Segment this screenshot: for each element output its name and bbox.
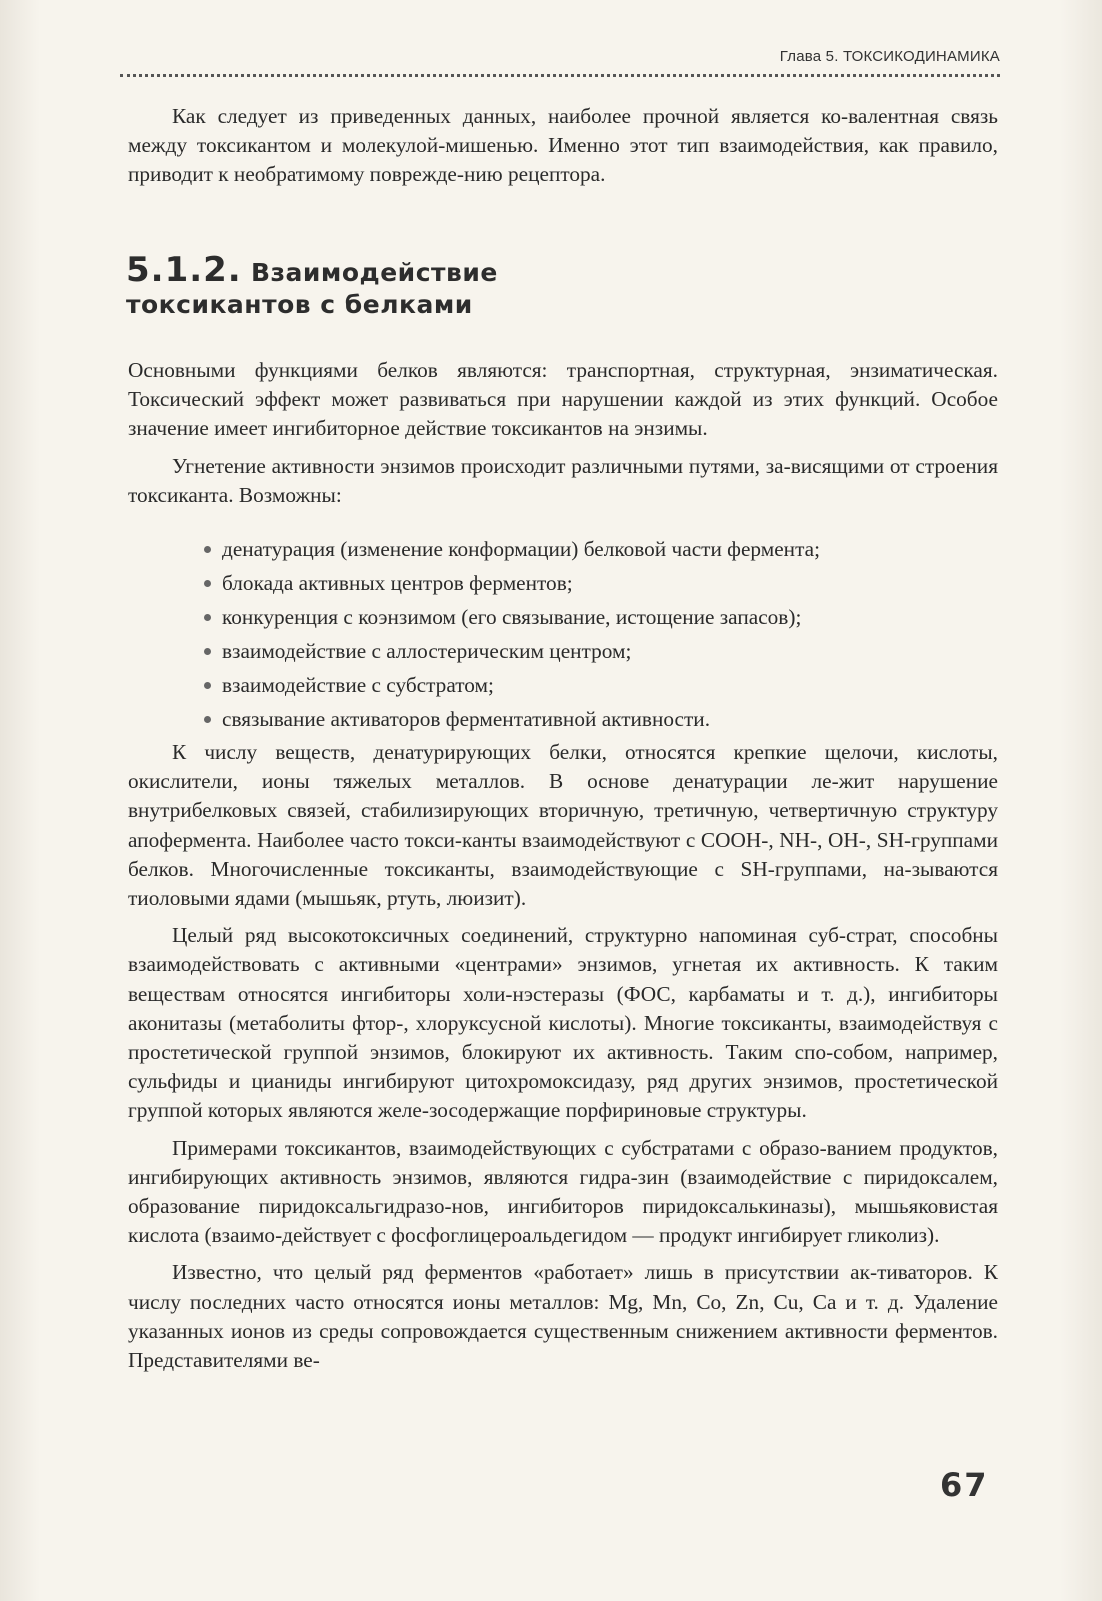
intro-block — [128, 102, 998, 190]
section-number: 5.1.2. — [126, 250, 242, 290]
bullet-item: взаимодействие с аллостерическим центром; — [200, 634, 1000, 668]
paragraph-1: Основными функциями белков являются: транспортная, структурная, энзиматическая. Токсический эффект может развиваться при нарушении каждой из этих функций. Особое значение имеет ингибиторное действие токсикантов на энзимы. — [128, 358, 998, 441]
section-heading — [126, 250, 826, 321]
section-title-line2: токсикантов с белками — [126, 290, 473, 319]
paragraph-2: Угнетение активности энзимов происходит различными путями, за-висящими от строения токсиканта. Возможны: — [128, 453, 998, 507]
bullet-dot-icon — [204, 546, 211, 553]
bullet-dot-icon — [204, 614, 211, 621]
intro-paragraph: Как следует из приведенных данных, наиболее прочной является ко-валентная связь между токсикантом и молекулой-мишенью. Именно этот тип взаимодействия, как правило, приводит к необратимому поврежде-нию рецептора. — [128, 104, 998, 187]
header-rule — [120, 74, 1000, 77]
paragraph-6: Известно, что целый ряд ферментов «работает» лишь в присутствии ак-тиваторов. К числу последних часто относятся ионы металлов: Mg, Mn, Co, Zn, Cu, Ca и т. д. Удаление указанных ионов из среды сопровождается существенным снижением активности ферментов. Представителями ве- — [128, 1260, 998, 1373]
bullet-item: блокада активных центров ферментов; — [200, 566, 1000, 600]
bullet-item: денатурация (изменение конформации) белковой части фермента; — [200, 532, 1000, 566]
bullet-item: конкуренция с коэнзимом (его связывание, истощение запасов); — [200, 600, 1000, 634]
paragraph-5: Примерами токсикантов, взаимодействующих с субстратами с образо-ванием продуктов, ингибирующих активность энзимов, являются гидра-зин (взаимодействие с пиридоксалем, образование пиридоксальгидразо-нов, ингибиторов пиридоксалькиназы), мышьяковистая кислота (взаимо-действует с фосфоглицероальдегидом — продукт ингибирует гликолиз). — [128, 1135, 998, 1248]
body-block-2 — [128, 738, 998, 1375]
bullet-list — [200, 532, 1000, 736]
paragraph-3: К числу веществ, денатурирующих белки, относятся крепкие щелочи, кислоты, окислители, ионы тяжелых металлов. В основе денатурации ле-жит нарушение внутрибелковых связей, стабилизирующих вторичную, третичную, четвертичную структуру апофермента. Наиболее часто токси-канты взаимодействуют с СООН-, NH-, ОН-, SH-группами белков. Многочисленные токсиканты, взаимодействующие с SH-группами, на-зываются тиоловыми ядами (мышьяк, ртуть, люизит). — [128, 740, 998, 911]
page-number: 67 — [940, 1466, 989, 1504]
section-title-line1: Взаимодействие — [250, 258, 498, 287]
bullet-item: взаимодействие с субстратом; — [200, 668, 1000, 702]
bullet-dot-icon — [204, 580, 211, 587]
running-head: Глава 5. ТОКСИКОДИНАМИКА — [779, 48, 1000, 65]
bullet-dot-icon — [204, 682, 211, 689]
bullet-dot-icon — [204, 648, 211, 655]
paragraph-4: Целый ряд высокотоксичных соединений, структурно напоминая суб-страт, способны взаимодействовать с активными «центрами» энзимов, угнетая их активность. К таким веществам относятся ингибиторы холи-нэстеразы (ФОС, карбаматы и т. д.), ингибиторы аконитазы (метаболиты фтор-, хлоруксусной кислоты). Многие токсиканты, взаимодействуя с простетической группой энзимов, блокируют их активность. Таким спо-собом, например, сульфиды и цианиды ингибируют цитохромоксидазу, ряд других энзимов, простетической группой которых являются желе-зосодержащие порфириновые структуры. — [128, 923, 998, 1123]
body-block-1 — [128, 356, 998, 510]
bullet-item: связывание активаторов ферментативной активности. — [200, 702, 1000, 736]
bullet-dot-icon — [204, 716, 211, 723]
